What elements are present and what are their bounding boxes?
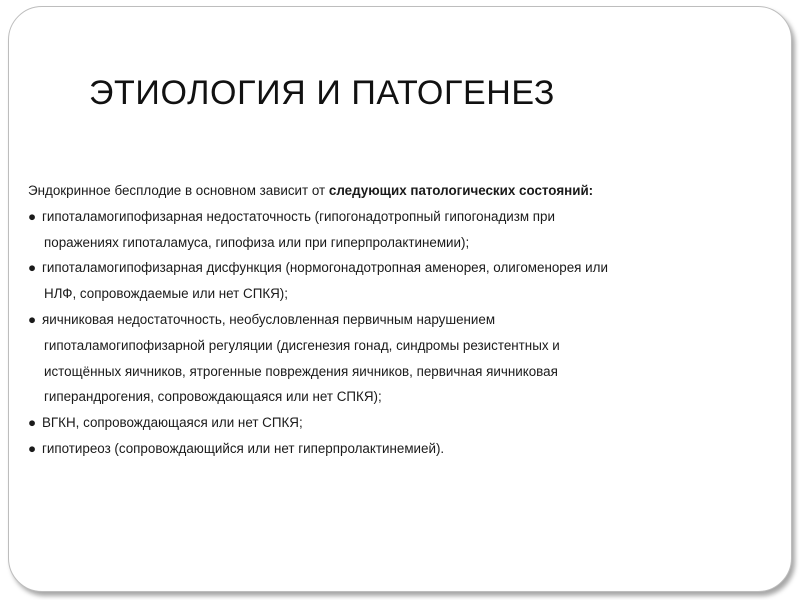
bullet-item <box>28 307 768 410</box>
bullet-continuation: НЛФ, сопровождаемые или нет СПКЯ); <box>44 286 288 302</box>
bullet-continuation: гиперандрогения, сопровождающаяся или нет СПКЯ); <box>44 389 382 405</box>
intro-text: Эндокринное бесплодие в основном зависит от <box>28 183 329 198</box>
bullet-dot: ● <box>28 311 37 327</box>
bullet-line <box>28 307 768 333</box>
bullet-continuation: истощённых яичников, ятрогенные повреждения яичников, первичная яичниковая <box>44 363 558 379</box>
intro-emphasis: следующих патологических состояний: <box>328 183 594 198</box>
bullet-text: гипотиреоз (сопровождающийся или нет гиперпролактинемией). <box>42 440 445 456</box>
bullet-text: гипоталамогипофизарная дисфункция (нормогонадотропная аменорея, олигоменорея или <box>42 260 608 276</box>
bullet-item <box>28 436 768 462</box>
bullet-dot: ● <box>28 260 37 276</box>
bullet-text: яичниковая недостаточность, необусловленная первичным нарушением <box>42 311 496 327</box>
bullet-line <box>28 255 768 281</box>
bullet-line <box>28 204 768 230</box>
bullet-line <box>28 436 768 462</box>
intro-line <box>28 178 768 204</box>
slide-body <box>28 178 768 462</box>
bullet-item <box>28 255 768 307</box>
bullet-item <box>28 204 768 256</box>
bullet-continuation: поражениях гипоталамуса, гипофиза или при гиперпролактинемии); <box>44 234 470 250</box>
bullet-item <box>28 410 768 436</box>
bullet-dot: ● <box>28 415 37 431</box>
slide-title: ЭТИОЛОГИЯ И ПАТОГЕНЕЗ <box>89 74 556 112</box>
bullet-text: гипоталамогипофизарная недостаточность (гипогонадотропный гипогонадизм при <box>42 208 555 224</box>
bullet-dot: ● <box>28 440 37 456</box>
bullet-line <box>28 410 768 436</box>
bullet-text: ВГКН, сопровождающаяся или нет СПКЯ; <box>42 415 303 431</box>
bullet-dot: ● <box>28 208 37 224</box>
bullet-continuation: гипоталамогипофизарной регуляции (дисгенезия гонад, синдромы резистентных и <box>44 337 560 353</box>
